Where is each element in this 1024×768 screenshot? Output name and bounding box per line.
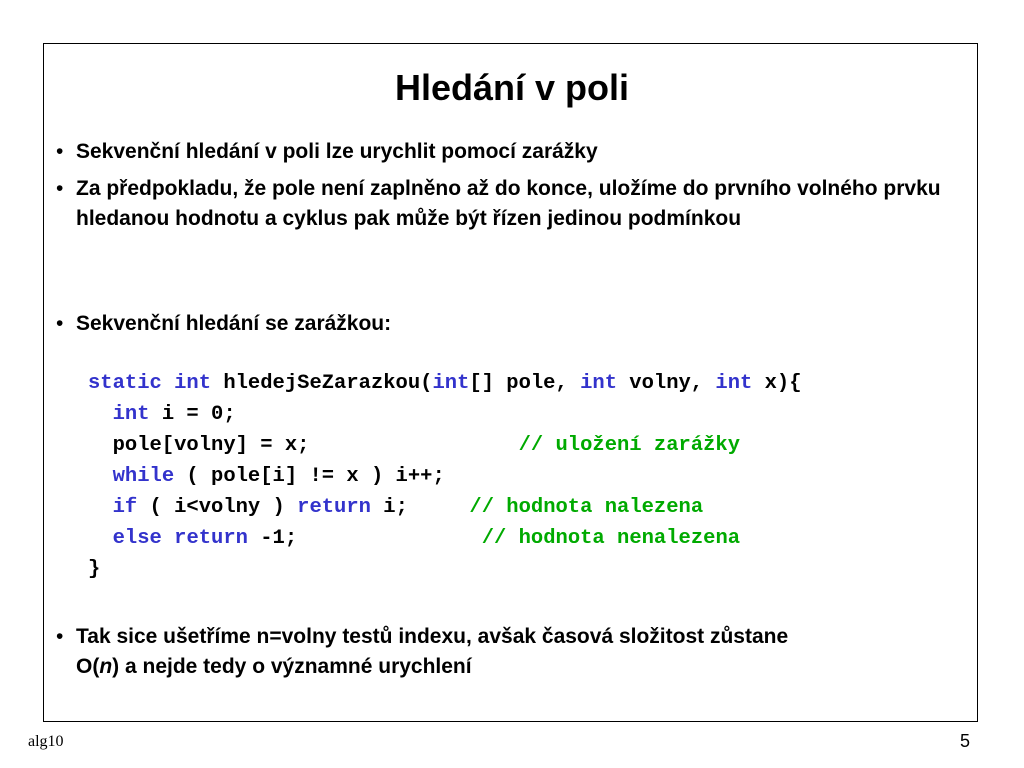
italic-variable: n: [99, 655, 113, 678]
code-text: volny,: [617, 372, 716, 395]
code-padding: [297, 527, 482, 550]
bullet-dot: •: [56, 312, 64, 335]
code-text: ( pole[i] != x ) i++;: [174, 465, 445, 488]
code-padding: [408, 496, 470, 519]
code-text: pole[volny] = x;: [88, 434, 310, 457]
code-text: i;: [370, 496, 408, 519]
code-keyword: int: [580, 372, 617, 395]
bullet-1: [56, 137, 956, 167]
code-keyword: int: [112, 403, 150, 426]
slide-title: Hledání v poli: [394, 67, 630, 108]
code-line-2: [88, 403, 236, 426]
page-number: 5: [960, 731, 971, 751]
bullet-dot: •: [56, 177, 64, 200]
code-text: [162, 527, 174, 550]
bullet-text: [76, 622, 956, 682]
code-indent: [88, 496, 113, 519]
code-padding: [309, 434, 518, 457]
code-keyword: int: [174, 372, 212, 395]
bullet-text: Sekvenční hledání v poli lze urychlit pomocí zarážky: [76, 140, 598, 163]
code-indent: [88, 403, 113, 426]
bullet-fragment: ) a nejde tedy o významné urychlení: [112, 655, 472, 678]
code-keyword: static: [88, 372, 162, 395]
bullet-3: [56, 309, 956, 339]
code-indent: [88, 465, 113, 488]
code-line-4: [88, 465, 445, 488]
code-text: i = 0;: [149, 403, 236, 426]
code-text: }: [88, 558, 101, 581]
bullet-dot: •: [56, 625, 64, 648]
footer-label: alg10: [28, 733, 64, 750]
code-keyword: int: [715, 372, 753, 395]
code-keyword: return: [297, 496, 371, 519]
bullet-text: Sekvenční hledání se zarážkou:: [76, 312, 392, 335]
code-text: ( i<volny ): [137, 496, 298, 519]
code-text: [] pole,: [469, 372, 581, 395]
bullet-4: [56, 622, 956, 682]
code-keyword: return: [174, 527, 248, 550]
code-line-5: [88, 496, 703, 519]
code-block: [88, 368, 802, 585]
code-line-6: [88, 527, 740, 550]
code-line-1: [88, 372, 802, 395]
code-keyword: else: [112, 527, 162, 550]
bullet-line: Tak sice ušetříme n=volny testů indexu, avšak časová složitost zůstane: [76, 625, 789, 648]
code-comment: // hodnota nalezena: [469, 496, 704, 519]
bullet-text: Za předpokladu, že pole není zaplněno až do konce, uložíme do prvního volného prvku hledanou hodnotu a cyklus pak může být řízen jedinou podmínkou: [76, 177, 941, 230]
code-keyword: if: [112, 496, 138, 519]
code-text: [162, 372, 174, 395]
code-text: hledejSeZarazkou(: [211, 372, 433, 395]
code-keyword: int: [432, 372, 470, 395]
code-text: -1;: [247, 527, 298, 550]
code-keyword: while: [112, 465, 175, 488]
bullet-fragment: O(: [76, 655, 100, 678]
code-line-7: [88, 558, 100, 581]
code-comment: // uložení zarážky: [518, 434, 741, 457]
bullet-2: [56, 174, 956, 234]
bullet-dot: •: [56, 140, 64, 163]
code-line-3: [88, 434, 740, 457]
code-text: x){: [752, 372, 802, 395]
code-comment: // hodnota nenalezena: [481, 527, 741, 550]
code-indent: [88, 527, 113, 550]
